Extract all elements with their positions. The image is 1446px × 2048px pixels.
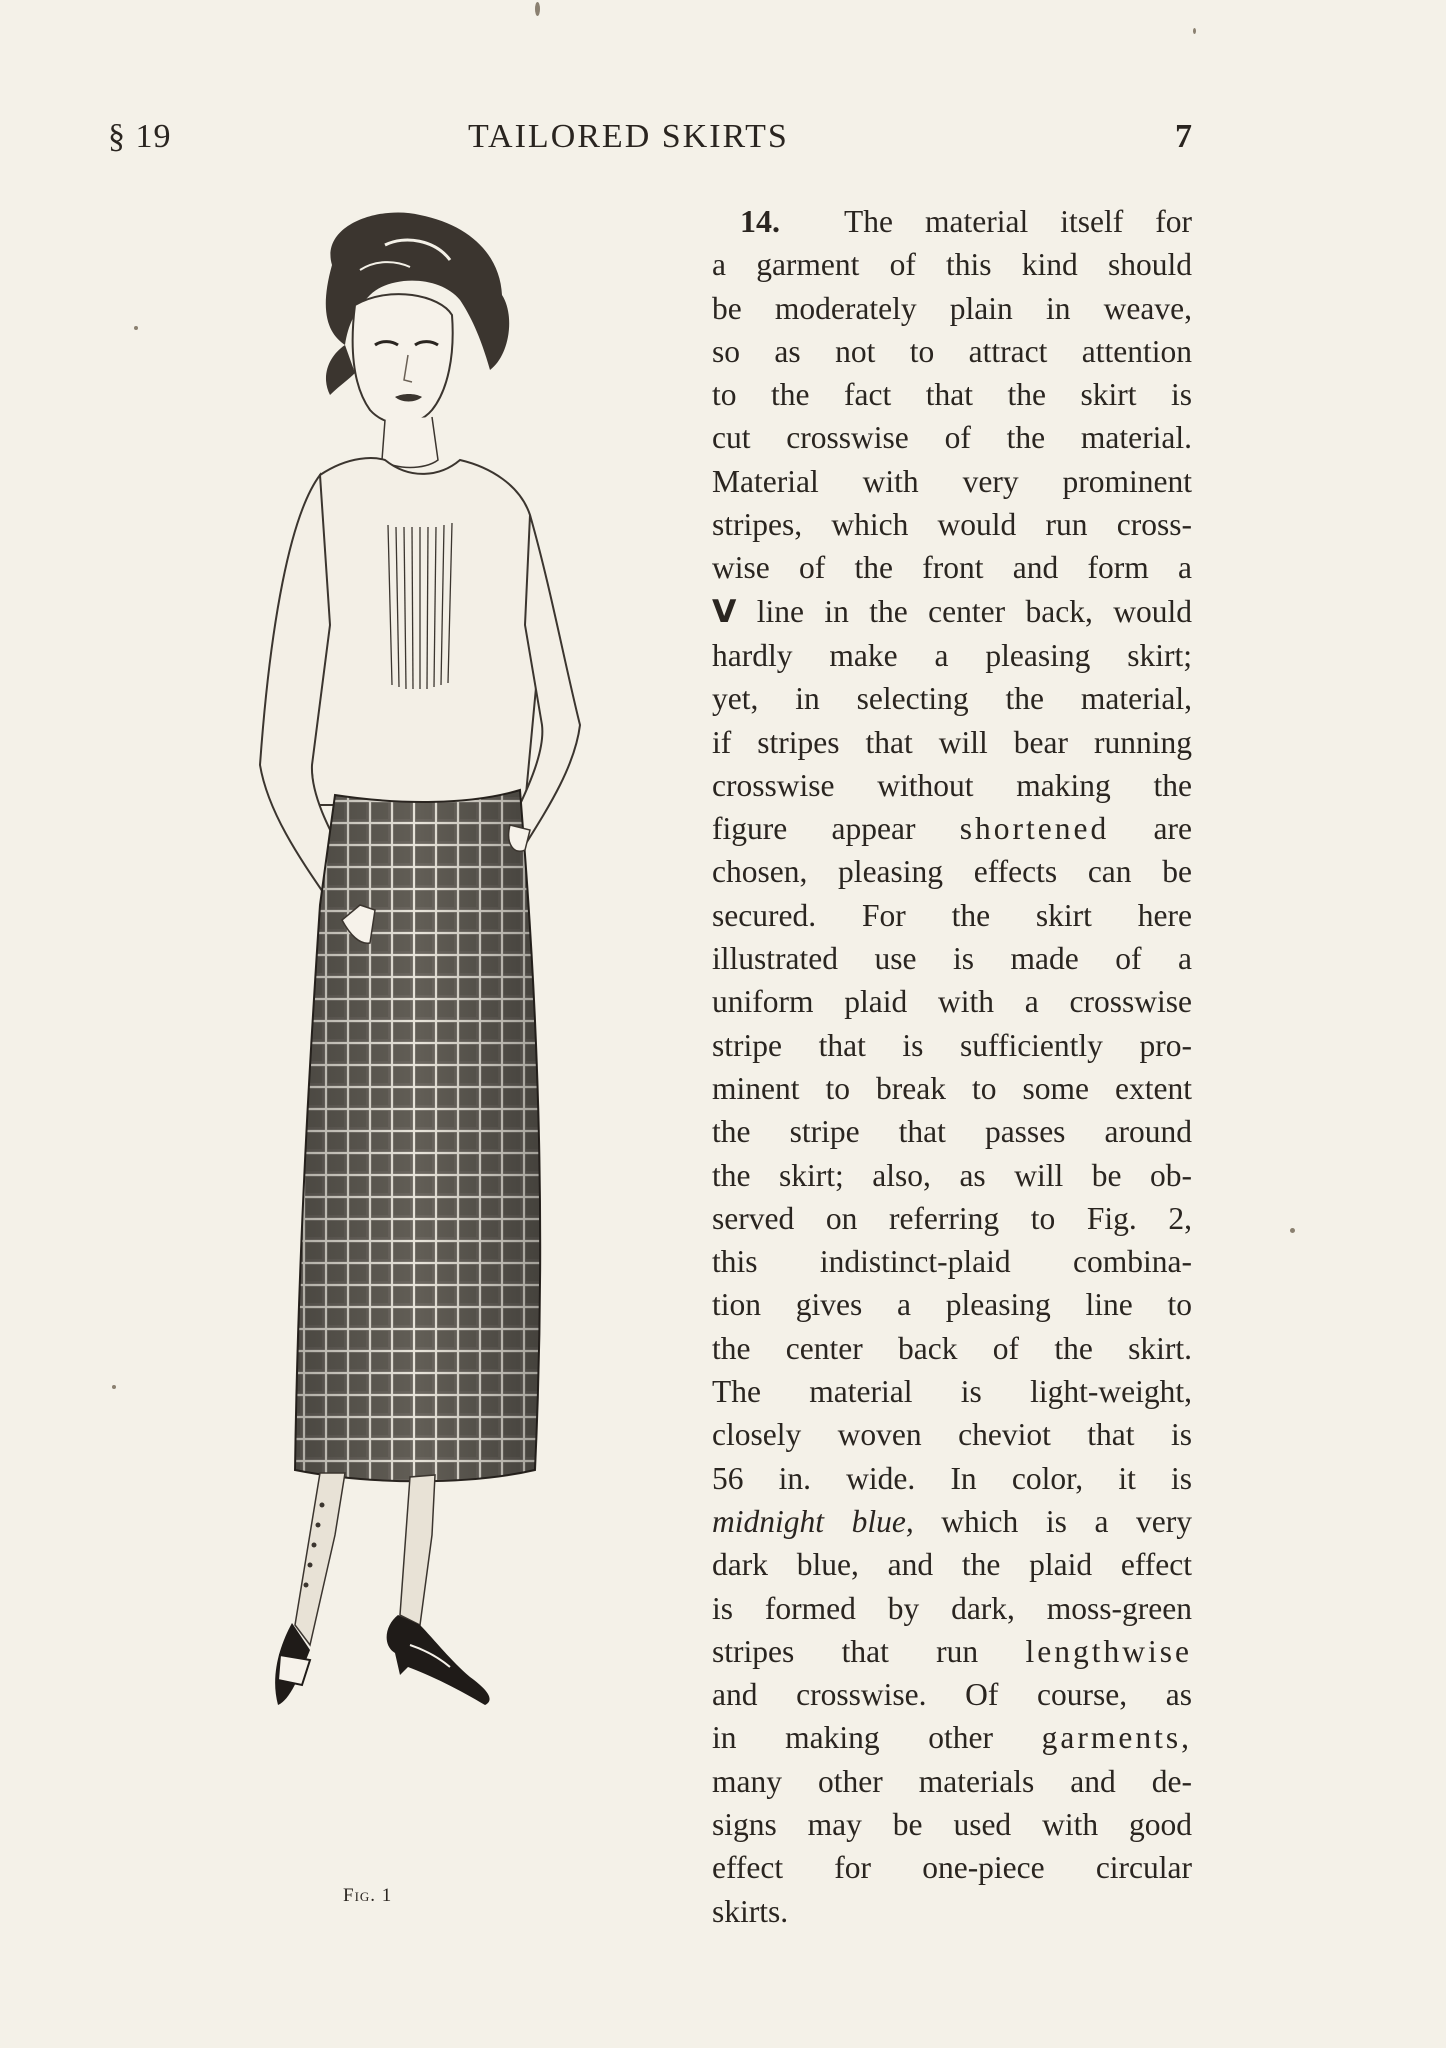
text-line: yet, in selecting the material,: [712, 681, 1192, 717]
text-line: the center back of the skirt.: [712, 1330, 1192, 1366]
v-mark: V: [712, 593, 737, 630]
spaced-word: shortened: [959, 811, 1110, 847]
text-line: crosswise without making the: [712, 767, 1192, 803]
text-line: effect for one-piece circular: [712, 1850, 1192, 1886]
text-line: served on referring to Fig. 2,: [712, 1200, 1192, 1236]
text-line: so as not to attract attention: [712, 333, 1192, 369]
text-line: signs may be used with good: [712, 1806, 1192, 1842]
text-line: minent to break to some extent: [712, 1070, 1192, 1106]
neck: [382, 417, 438, 468]
text-line: if stripes that will bear running: [712, 724, 1192, 760]
spaced-word: lengthwise: [1025, 1633, 1192, 1669]
figure-caption: Fig. 1: [343, 1885, 393, 1906]
section-number: § 19: [108, 118, 172, 155]
paper-speck: [1290, 1228, 1295, 1233]
right-hand: [509, 825, 530, 851]
text-line: stripes that run lengthwise: [712, 1633, 1192, 1669]
text-line: and crosswise. Of course, as: [712, 1677, 1192, 1713]
text-line: in making other garments,: [712, 1720, 1192, 1756]
text-line: skirts.: [712, 1893, 789, 1929]
article-text: [712, 200, 1192, 1933]
text-line: figure appear shortened are: [712, 811, 1192, 847]
text-line: the skirt; also, as will be ob-: [712, 1157, 1192, 1193]
italic-phrase: midnight blue,: [712, 1503, 914, 1539]
paper-speck: [134, 326, 138, 330]
text-line: wise of the front and form a: [712, 550, 1192, 586]
plaid-skirt: [295, 790, 540, 1481]
text-line: is formed by dark, moss-green: [712, 1590, 1192, 1626]
text-line: tion gives a pleasing line to: [712, 1287, 1192, 1323]
text-line: be moderately plain in weave,: [712, 290, 1192, 326]
running-title: TAILORED SKIRTS: [468, 118, 789, 155]
page-number: 7: [1175, 118, 1193, 155]
text-line: this indistinct-plaid combina-: [712, 1244, 1192, 1280]
text-line: uniform plaid with a crosswise: [712, 984, 1192, 1020]
text-line: stripe that is sufficiently pro-: [712, 1027, 1192, 1063]
text-line: closely woven cheviot that is: [712, 1417, 1192, 1453]
text-line: a garment of this kind should: [712, 247, 1192, 283]
fashion-illustration: [170, 205, 650, 1865]
text-line: chosen, pleasing effects can be: [712, 854, 1192, 890]
face: [353, 294, 453, 424]
paper-speck: [535, 2, 540, 16]
text-line: 14. The material itself for: [740, 203, 1192, 239]
text-line: many other materials and de-: [712, 1763, 1192, 1799]
text-line: V line in the center back, would: [712, 593, 1192, 630]
running-head: [108, 118, 1193, 168]
text-line: secured. For the skirt here: [712, 897, 1192, 933]
text-line: Material with very prominent: [712, 463, 1192, 499]
text-line: 56 in. wide. In color, it is: [712, 1460, 1192, 1496]
text-line: to the fact that the skirt is: [712, 377, 1192, 413]
paragraph-number: 14.: [740, 203, 780, 239]
text-line: dark blue, and the plaid effect: [712, 1547, 1192, 1583]
text-line: the stripe that passes around: [712, 1114, 1192, 1150]
spaced-word: garments,: [1041, 1720, 1192, 1756]
paper-speck: [112, 1385, 116, 1389]
paper-speck: [1193, 28, 1196, 34]
text-line: cut crosswise of the material.: [712, 420, 1192, 456]
text-line: The material is light-weight,: [712, 1374, 1192, 1410]
text-line: illustrated use is made of a: [712, 941, 1192, 977]
text-line: stripes, which would run cross-: [712, 507, 1192, 543]
legs: [295, 1473, 435, 1645]
text-line: midnight blue, which is a very: [712, 1503, 1192, 1539]
text-line: hardly make a pleasing skirt;: [712, 637, 1192, 673]
